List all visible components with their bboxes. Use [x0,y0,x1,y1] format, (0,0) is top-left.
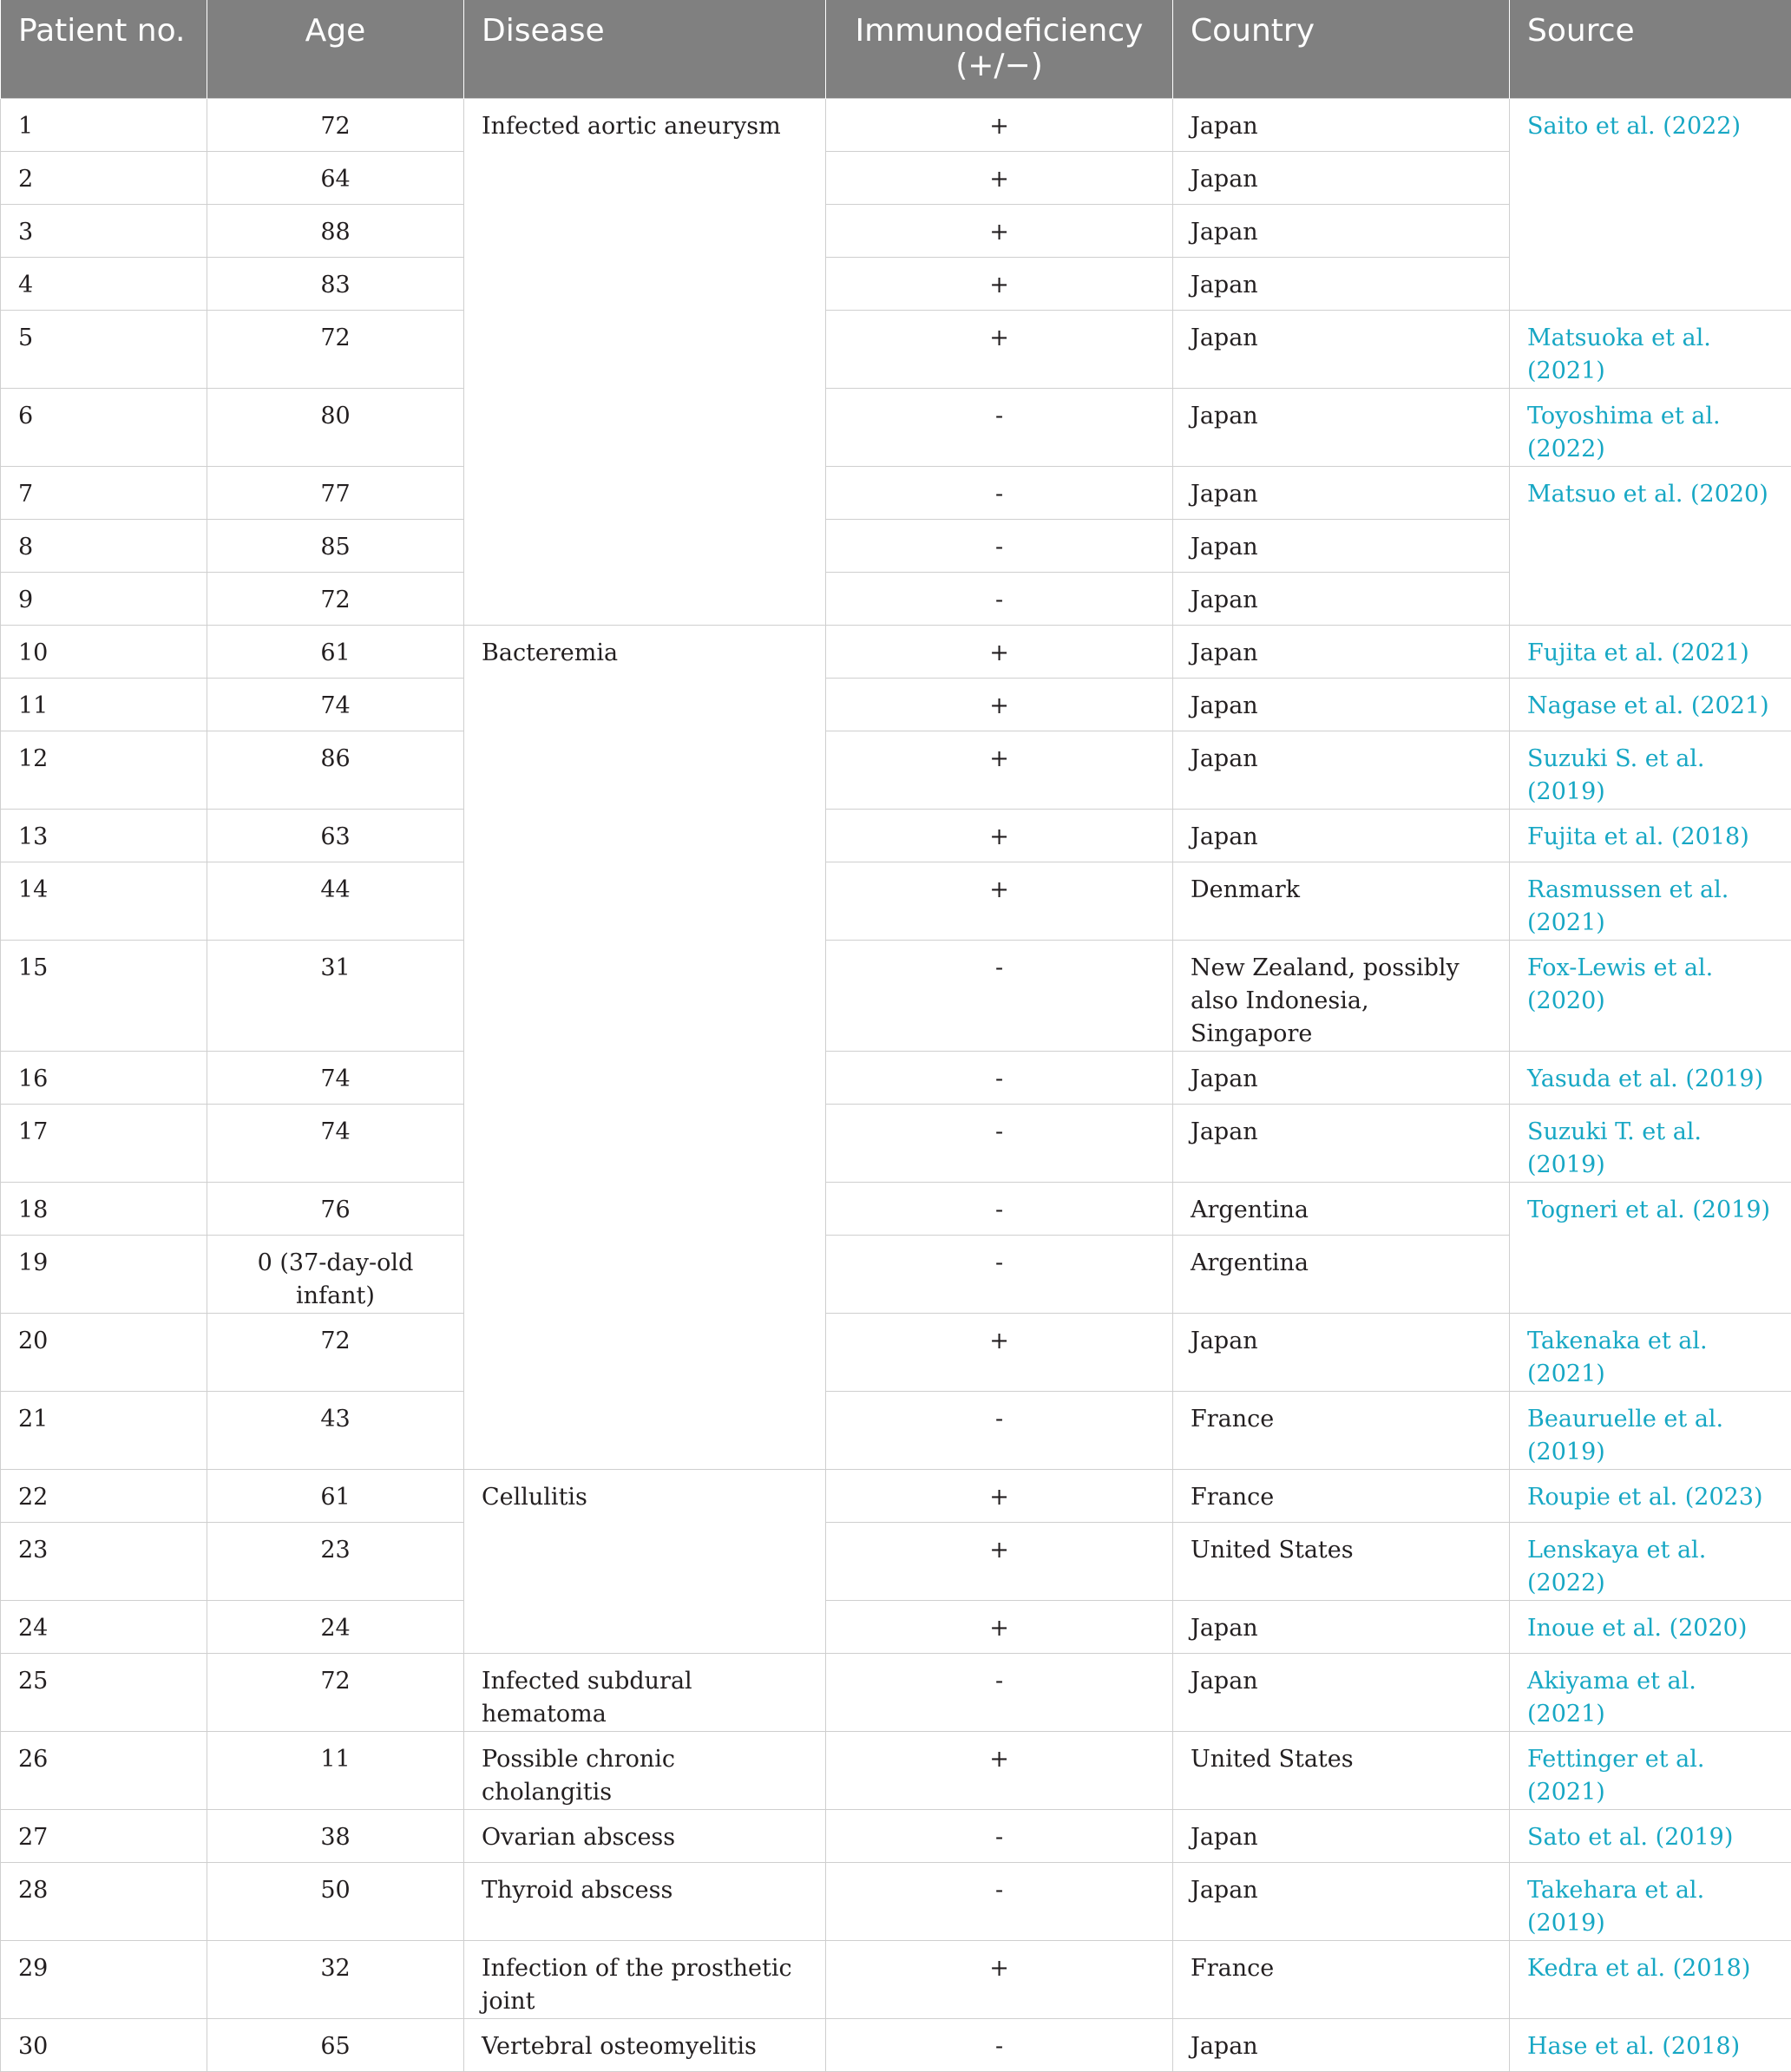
source-link[interactable]: Rasmussen et al. (2021) [1510,862,1791,940]
table-row [1,731,1791,809]
header-country: Country [1173,0,1510,98]
source-link[interactable]: Matsuo et al. (2020) [1510,466,1791,625]
disease-cell: Bacteremia [464,625,826,1469]
immuno-cell: + [826,862,1173,940]
age-cell: 72 [207,1313,464,1391]
patient-no-cell: 20 [1,1313,207,1391]
patient-no-cell: 24 [1,1600,207,1653]
source-link[interactable]: Suzuki S. et al. (2019) [1510,731,1791,809]
immuno-cell: - [826,1653,1173,1731]
header-source: Source [1510,0,1791,98]
age-cell: 38 [207,1809,464,1862]
immuno-cell: + [826,1313,1173,1391]
table-row [1,1522,1791,1600]
immuno-cell: + [826,151,1173,204]
disease-cell: Possible chronic cholangitis [464,1731,826,1809]
country-cell: Japan [1173,519,1510,572]
table-row [1,98,1791,151]
table-row [1,940,1791,1051]
country-cell: France [1173,1391,1510,1469]
table-row [1,1940,1791,2018]
immuno-cell: - [826,1809,1173,1862]
age-cell: 80 [207,388,464,466]
table-row [1,625,1791,678]
table-body [1,98,1791,2071]
country-cell: Argentina [1173,1182,1510,1235]
source-link[interactable]: Togneri et al. (2019) [1510,1182,1791,1313]
header-disease: Disease [464,0,826,98]
source-link[interactable]: Fujita et al. (2018) [1510,809,1791,862]
table-row [1,388,1791,466]
immuno-cell: + [826,204,1173,257]
patient-no-cell: 13 [1,809,207,862]
immuno-cell: + [826,809,1173,862]
immuno-cell: - [826,1051,1173,1104]
source-link[interactable]: Takehara et al. (2019) [1510,1862,1791,1940]
patient-no-cell: 7 [1,466,207,519]
patient-no-cell: 17 [1,1104,207,1182]
age-cell: 31 [207,940,464,1051]
immuno-cell: - [826,1104,1173,1182]
age-cell: 85 [207,519,464,572]
age-cell: 72 [207,572,464,625]
patient-no-cell: 18 [1,1182,207,1235]
source-link[interactable]: Inoue et al. (2020) [1510,1600,1791,1653]
country-cell: Japan [1173,1051,1510,1104]
country-cell: Argentina [1173,1235,1510,1313]
country-cell: France [1173,1940,1510,2018]
table-row [1,1653,1791,1731]
age-cell: 43 [207,1391,464,1469]
table-row [1,1809,1791,1862]
age-cell: 0 (37-day-old infant) [207,1235,464,1313]
country-cell: United States [1173,1731,1510,1809]
source-link[interactable]: Fettinger et al. (2021) [1510,1731,1791,1809]
table-row [1,1391,1791,1469]
patient-no-cell: 11 [1,678,207,731]
patient-no-cell: 3 [1,204,207,257]
patient-no-cell: 26 [1,1731,207,1809]
patient-no-cell: 15 [1,940,207,1051]
immuno-cell: + [826,98,1173,151]
patient-no-cell: 14 [1,862,207,940]
age-cell: 72 [207,1653,464,1731]
immuno-cell: - [826,466,1173,519]
patient-no-cell: 23 [1,1522,207,1600]
table-row [1,1469,1791,1522]
disease-cell: Cellulitis [464,1469,826,1653]
age-cell: 23 [207,1522,464,1600]
patient-no-cell: 1 [1,98,207,151]
country-cell: Japan [1173,678,1510,731]
table-row [1,466,1791,519]
source-link[interactable]: Toyoshima et al. (2022) [1510,388,1791,466]
immuno-cell: + [826,1522,1173,1600]
source-link[interactable]: Yasuda et al. (2019) [1510,1051,1791,1104]
patient-no-cell: 6 [1,388,207,466]
immuno-cell: + [826,1469,1173,1522]
country-cell: Japan [1173,1809,1510,1862]
patient-no-cell: 21 [1,1391,207,1469]
immuno-cell: + [826,1940,1173,2018]
header-patient-no: Patient no. [1,0,207,98]
patient-no-cell: 30 [1,2018,207,2071]
source-link[interactable]: Roupie et al. (2023) [1510,1469,1791,1522]
source-link[interactable]: Suzuki T. et al. (2019) [1510,1104,1791,1182]
table-row [1,1182,1791,1235]
country-cell: Japan [1173,1104,1510,1182]
age-cell: 72 [207,310,464,388]
source-link[interactable]: Sato et al. (2019) [1510,1809,1791,1862]
source-link[interactable]: Fujita et al. (2021) [1510,625,1791,678]
immuno-cell: + [826,731,1173,809]
table-row [1,862,1791,940]
patient-no-cell: 12 [1,731,207,809]
country-cell: Japan [1173,1862,1510,1940]
age-cell: 86 [207,731,464,809]
patient-no-cell: 19 [1,1235,207,1313]
table-row [1,1731,1791,1809]
patient-no-cell: 25 [1,1653,207,1731]
header-immunodeficiency: Immunodeficiency (+/−) [826,0,1173,98]
source-link[interactable]: Akiyama et al. (2021) [1510,1653,1791,1731]
disease-cell: Infection of the prosthetic joint [464,1940,826,2018]
age-cell: 61 [207,1469,464,1522]
table-row [1,809,1791,862]
source-link[interactable]: Saito et al. (2022) [1510,98,1791,310]
country-cell: Japan [1173,151,1510,204]
age-cell: 88 [207,204,464,257]
immuno-cell: - [826,388,1173,466]
table-row [1,1862,1791,1940]
country-cell: Japan [1173,1653,1510,1731]
age-cell: 74 [207,1104,464,1182]
source-link[interactable]: Takenaka et al. (2021) [1510,1313,1791,1391]
immuno-cell: - [826,940,1173,1051]
immuno-cell: + [826,678,1173,731]
patient-no-cell: 8 [1,519,207,572]
patient-no-cell: 16 [1,1051,207,1104]
age-cell: 74 [207,1051,464,1104]
country-cell: Japan [1173,1600,1510,1653]
country-cell: United States [1173,1522,1510,1600]
source-link[interactable]: Lenskaya et al. (2022) [1510,1522,1791,1600]
age-cell: 65 [207,2018,464,2071]
immuno-cell: + [826,1731,1173,1809]
age-cell: 77 [207,466,464,519]
country-cell: Denmark [1173,862,1510,940]
age-cell: 44 [207,862,464,940]
disease-cell: Ovarian abscess [464,1809,826,1862]
disease-cell: Thyroid abscess [464,1862,826,1940]
country-cell: Japan [1173,809,1510,862]
table-row [1,1104,1791,1182]
age-cell: 72 [207,98,464,151]
disease-cell: Infected aortic aneurysm [464,98,826,625]
country-cell: Japan [1173,2018,1510,2071]
table-row [1,310,1791,388]
patient-no-cell: 28 [1,1862,207,1940]
source-link[interactable]: Nagase et al. (2021) [1510,678,1791,731]
country-cell: Japan [1173,98,1510,151]
country-cell: Japan [1173,625,1510,678]
table-row [1,678,1791,731]
table-row [1,1600,1791,1653]
age-cell: 11 [207,1731,464,1809]
age-cell: 32 [207,1940,464,2018]
age-cell: 50 [207,1862,464,1940]
age-cell: 76 [207,1182,464,1235]
header-age: Age [207,0,464,98]
country-cell: New Zealand, possibly also Indonesia, Singapore [1173,940,1510,1051]
immuno-cell: + [826,310,1173,388]
table-row [1,1313,1791,1391]
country-cell: Japan [1173,572,1510,625]
table-header [1,0,1791,98]
immuno-cell: - [826,2018,1173,2071]
immuno-cell: - [826,1235,1173,1313]
immuno-cell: - [826,1182,1173,1235]
source-link[interactable]: Beauruelle et al. (2019) [1510,1391,1791,1469]
country-cell: Japan [1173,388,1510,466]
age-cell: 83 [207,257,464,310]
immuno-cell: - [826,1862,1173,1940]
age-cell: 63 [207,809,464,862]
country-cell: Japan [1173,204,1510,257]
immuno-cell: - [826,1391,1173,1469]
immuno-cell: - [826,572,1173,625]
age-cell: 64 [207,151,464,204]
country-cell: Japan [1173,731,1510,809]
table-row [1,2018,1791,2071]
immuno-cell: + [826,625,1173,678]
source-link[interactable]: Fox-Lewis et al. (2020) [1510,940,1791,1051]
disease-cell: Infected subdural hematoma [464,1653,826,1731]
disease-cell: Vertebral osteomyelitis [464,2018,826,2071]
country-cell: Japan [1173,466,1510,519]
table-row [1,1051,1791,1104]
country-cell: Japan [1173,1313,1510,1391]
immuno-cell: + [826,1600,1173,1653]
source-link[interactable]: Matsuoka et al. (2021) [1510,310,1791,388]
country-cell: Japan [1173,310,1510,388]
patient-no-cell: 22 [1,1469,207,1522]
age-cell: 24 [207,1600,464,1653]
patient-no-cell: 5 [1,310,207,388]
patient-no-cell: 9 [1,572,207,625]
patient-no-cell: 2 [1,151,207,204]
age-cell: 61 [207,625,464,678]
source-link[interactable]: Hase et al. (2018) [1510,2018,1791,2071]
patient-no-cell: 29 [1,1940,207,2018]
age-cell: 74 [207,678,464,731]
patient-no-cell: 10 [1,625,207,678]
immuno-cell: - [826,519,1173,572]
country-cell: France [1173,1469,1510,1522]
patient-no-cell: 4 [1,257,207,310]
patient-no-cell: 27 [1,1809,207,1862]
country-cell: Japan [1173,257,1510,310]
source-link[interactable]: Kedra et al. (2018) [1510,1940,1791,2018]
immuno-cell: + [826,257,1173,310]
